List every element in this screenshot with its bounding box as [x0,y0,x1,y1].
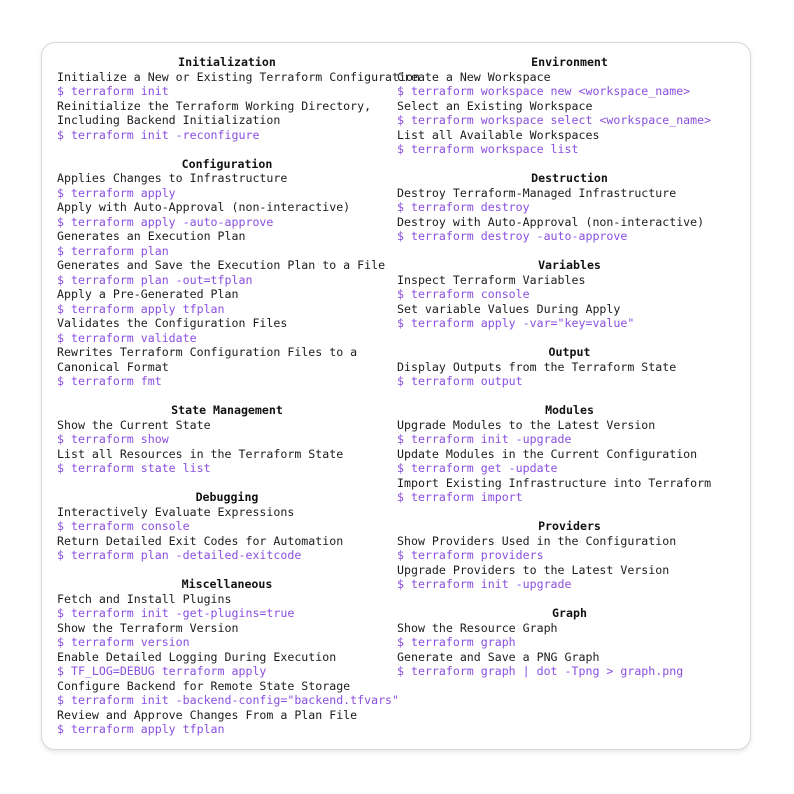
command-line: $ terraform providers [397,548,544,562]
command-description: Return Detailed Exit Codes for Automation [57,533,344,548]
command-line: $ terraform validate [57,330,197,345]
command-description: Interactively Evaluate Expressions [57,504,295,519]
command-description: Show Providers Used in the Configuration [397,533,677,548]
command-description: Create a New Workspace [397,69,551,84]
section-title: Variables [538,258,601,272]
section-spacer [397,505,742,520]
command-line: $ terraform workspace select <workspace_name> [397,113,712,127]
command-line: $ terraform graph | dot -Tpng > graph.png [397,664,684,678]
command-line: $ terraform workspace list [397,142,579,156]
section-output [397,345,742,389]
section-title: Output [548,345,591,359]
command-description: Enable Detailed Logging During Execution [57,649,337,664]
command-description: Generate and Save a PNG Graph [397,649,600,664]
section-destruction [397,171,742,244]
command-line: $ terraform plan -out=tfplan [57,272,253,287]
command-description: Initialize a New or Existing Terraform Configuration [57,69,420,84]
command-description: Show the Resource Graph [397,620,558,635]
command-description: Upgrade Providers to the Latest Version [397,562,670,577]
section-spacer [397,389,742,404]
command-description: Rewrites Terraform Configuration Files to a [57,345,358,359]
command-description: Reinitialize the Terraform Working Directory, [57,98,372,113]
section-environment [397,55,742,157]
command-description: Destroy Terraform-Managed Infrastructure [397,185,677,200]
command-line: $ terraform show [57,432,169,446]
right-column [397,55,742,679]
section-spacer [397,157,742,172]
section-spacer [397,592,742,607]
section-title: State Management [171,403,283,417]
command-line: $ terraform plan -detailed-exitcode [57,548,302,562]
command-description: List all Resources in the Terraform State [57,446,344,461]
command-description: Inspect Terraform Variables [397,272,586,287]
command-line: $ terraform apply tfplan [57,301,225,316]
command-line: $ terraform state list [57,461,211,475]
section-configuration [57,157,397,389]
command-line: $ terraform apply tfplan [57,722,225,736]
section-miscellaneous [57,577,400,737]
section-initialization [57,55,420,142]
command-description: Review and Approve Changes From a Plan File [57,707,358,722]
section-spacer [57,563,397,578]
command-line: $ terraform import [397,490,523,504]
section-title: Modules [545,403,594,417]
command-description: Canonical Format [57,359,169,374]
command-description: Validates the Configuration Files [57,316,288,330]
command-description: Applies Changes to Infrastructure [57,171,288,185]
section-variables [397,258,742,331]
command-description: Update Modules in the Current Configuration [397,446,698,461]
section-title: Environment [531,55,608,69]
section-state-management [57,403,397,476]
section-debugging [57,490,397,563]
command-description: Including Backend Initialization [57,113,281,127]
command-description: Fetch and Install Plugins [57,591,232,606]
command-line: $ terraform init -upgrade [397,577,572,591]
cheatsheet-card [41,42,751,750]
command-line: $ terraform get -update [397,461,558,475]
command-line: $ terraform console [397,287,530,301]
command-line: $ terraform version [57,635,190,649]
command-description: Import Existing Infrastructure into Terraform [397,475,712,490]
command-line: $ terraform init -upgrade [397,432,572,446]
section-title: Providers [538,519,601,533]
command-description: Generates an Execution Plan [57,229,246,243]
command-description: Set variable Values During Apply [397,301,621,316]
section-spacer [57,476,397,491]
section-modules [397,403,742,505]
command-description: Upgrade Modules to the Latest Version [397,417,656,432]
command-line: $ TF_LOG=DEBUG terraform apply [57,664,267,678]
command-description: Show the Current State [57,417,211,432]
command-description: Configure Backend for Remote State Storage [57,678,351,693]
section-spacer [397,331,742,346]
command-description: Generates and Save the Execution Plan to a File [57,258,386,272]
section-spacer [397,244,742,259]
command-line: $ terraform console [57,519,190,533]
section-spacer [57,142,397,157]
command-line: $ terraform init [57,84,169,98]
section-title: Configuration [181,156,273,171]
section-providers [397,519,742,592]
command-line: $ terraform init -reconfigure [57,127,260,142]
section-title: Initialization [178,55,276,69]
command-description: Display Outputs from the Terraform State [397,359,677,374]
command-line: $ terraform destroy [397,200,530,214]
command-line: $ terraform init -backend-config="backend.tfvars" [57,693,400,707]
command-line: $ terraform plan [57,243,169,258]
command-line: $ terraform apply [57,185,176,200]
command-description: Apply with Auto-Approval (non-interactive) [57,200,351,214]
command-line: $ terraform apply -var="key=value" [397,316,635,330]
section-graph [397,606,742,679]
command-description: List all Available Workspaces [397,127,600,142]
command-description: Select an Existing Workspace [397,98,593,113]
command-line: $ terraform init -get-plugins=true [57,606,295,620]
command-line: $ terraform destroy -auto-approve [397,229,628,243]
command-description: Apply a Pre-Generated Plan [57,287,239,301]
command-line: $ terraform graph [397,635,516,649]
command-line: $ terraform output [397,374,523,388]
left-column [57,55,420,737]
command-line: $ terraform workspace new <workspace_name> [397,84,691,98]
section-title: Debugging [195,490,259,504]
command-description: Destroy with Auto-Approval (non-interactive) [397,214,705,229]
command-description: Show the Terraform Version [57,620,239,635]
command-line: $ terraform fmt [57,374,162,388]
command-line: $ terraform apply -auto-approve [57,214,274,229]
section-title: Graph [552,606,587,620]
section-title: Destruction [531,171,608,185]
section-spacer [57,389,397,404]
section-title: Miscellaneous [181,577,273,591]
